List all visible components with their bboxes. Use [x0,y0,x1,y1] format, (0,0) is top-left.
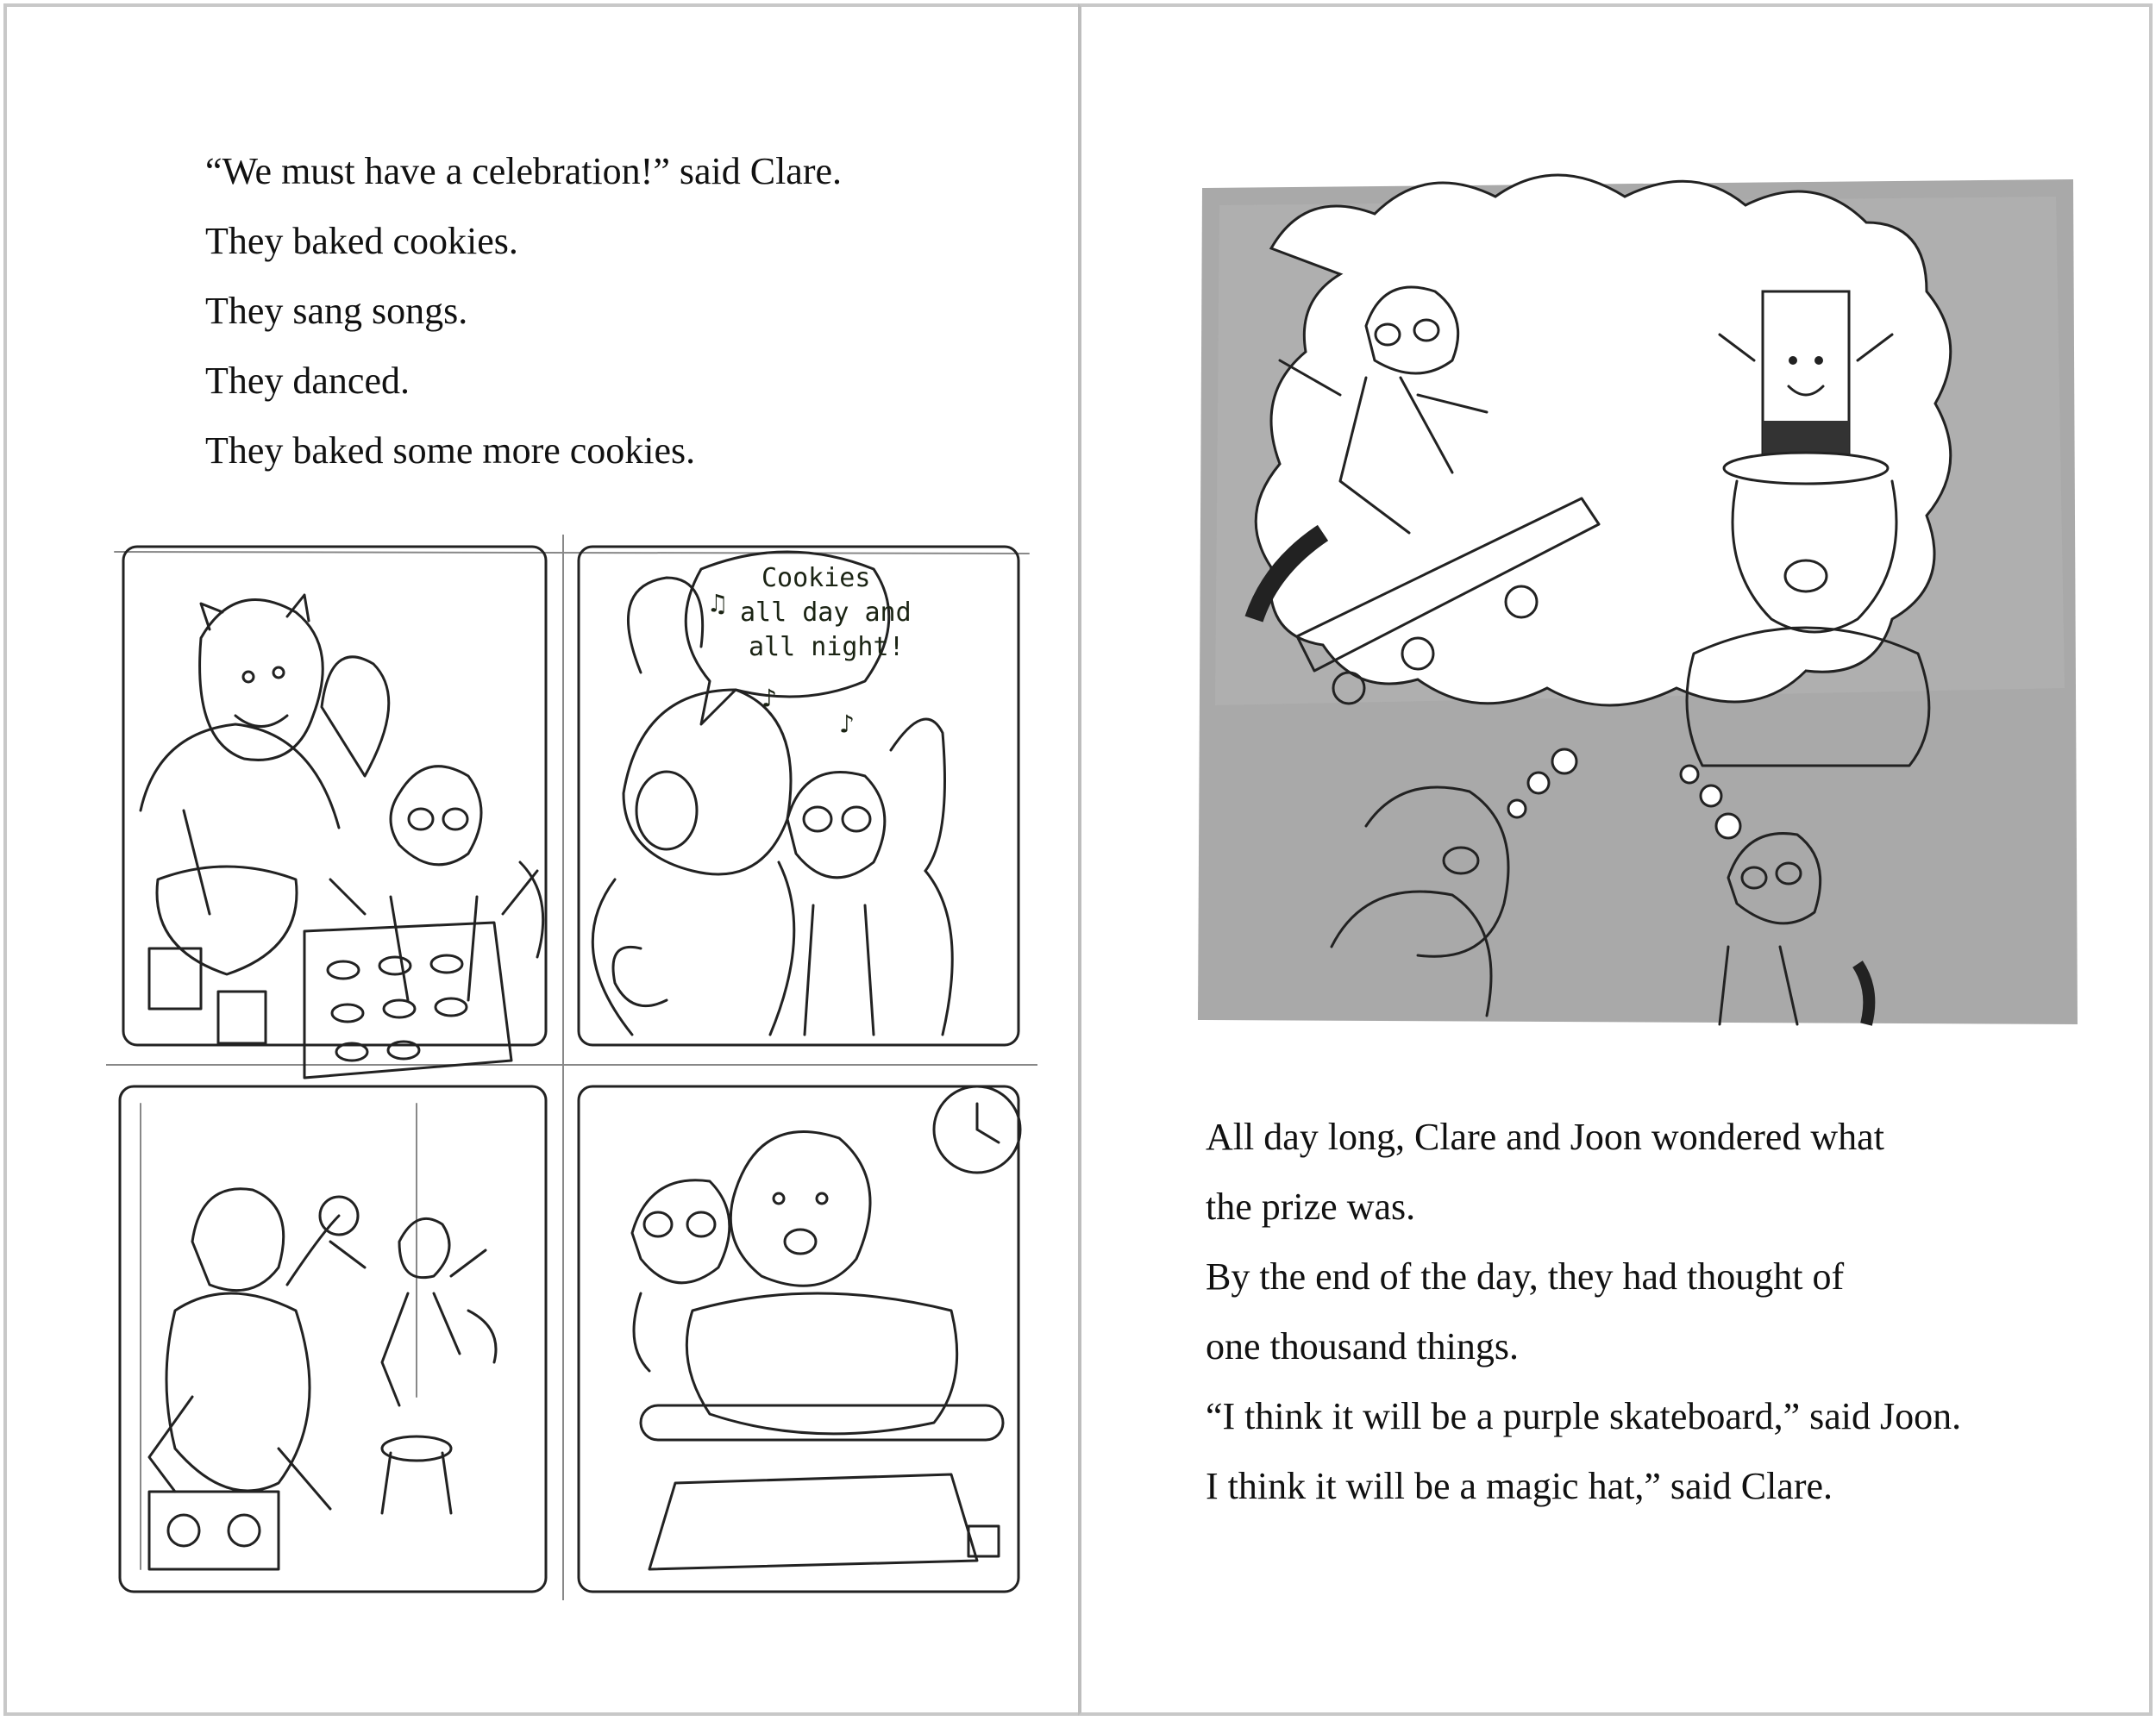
story-line: the prize was. [1206,1186,1416,1228]
right-page [1078,3,2153,1716]
left-page-text [205,136,842,485]
comic-panels-illustration [106,535,1037,1600]
thought-bubble-illustration [1194,171,2082,1033]
panel-singing [579,547,1018,1045]
right-page-text [1206,1102,1961,1521]
music-note-icon: ♪ [761,684,778,714]
panel-baking [123,547,546,1078]
story-line: All day long, Clare and Joon wondered what [1206,1116,1884,1158]
thought-bubble-svg [1194,171,2082,1033]
speech-bubble-line: all night! [749,632,905,662]
music-note-icon: ♫ [710,589,726,619]
story-line: “I think it will be a purple skateboard,” said Joon. [1206,1395,1962,1437]
story-line: They danced. [205,360,410,402]
speech-bubble-line: Cookies [761,563,871,593]
panel-dancing [120,1086,546,1592]
story-line: They sang songs. [205,290,468,332]
comic-panels-svg [106,535,1037,1600]
panel-rolling-dough [579,1086,1020,1592]
story-line: They baked cookies. [205,220,518,262]
speech-bubble-line: all day and [740,598,912,628]
left-page [3,3,1081,1716]
story-line: They baked some more cookies. [205,429,696,472]
story-line: “We must have a celebration!” said Clare. [205,150,843,192]
music-note-icon: ♪ [839,710,856,740]
story-line: By the end of the day, they had thought of [1206,1255,1845,1298]
story-line: one thousand things. [1206,1325,1519,1367]
story-line: I think it will be a magic hat,” said Clare. [1206,1465,1833,1507]
